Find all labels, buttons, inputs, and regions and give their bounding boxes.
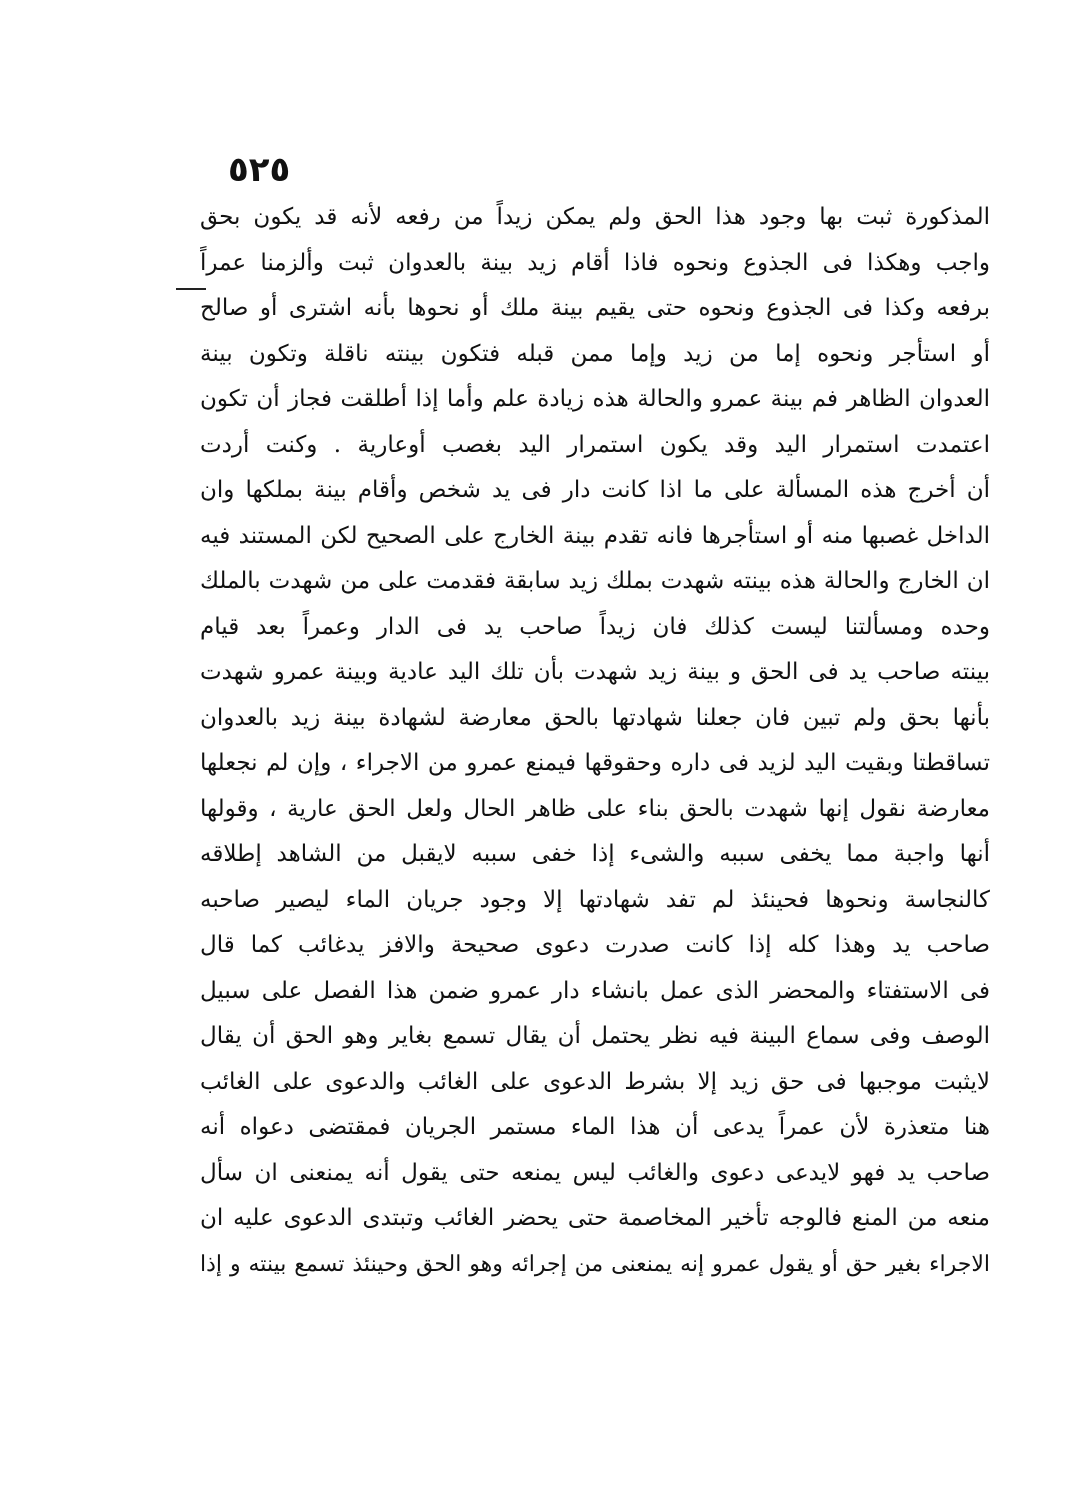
text-line: اعتمدت استمرار اليد وقد يكون استمرار اليد بغصب أوعارية . وكنت أردت [200, 431, 990, 458]
text-line: منعه من المنع فالوجه تأخير المخاصمة حتى يحضر الغائب وتبتدى الدعوى عليه ان [200, 1205, 990, 1231]
text-line: وحده ومسألتنا ليست كذلك فان زيداً صاحب يد فى الدار وعمراً بعد قيام [200, 613, 990, 640]
text-line: كالنجاسة ونحوها فحينئذ لم تفد شهادتها إلا وجود جريان الماء ليصير صاحبه [200, 886, 990, 913]
page-number: ٥٢٥ [228, 150, 291, 190]
text-line: لايثبت موجبها فى حق زيد إلا بشرط الدعوى على الغائب والدعوى على الغائب [200, 1068, 990, 1095]
text-line: الداخل غصبها منه أو استأجرها فانه تقدم بينة الخارج على الصحيح لكن المستند فيه [200, 522, 990, 549]
text-line: تساقطتا وبقيت اليد لزيد فى داره وحقوقها فيمنع عمرو من الاجراء ، وإن لم نجعلها [200, 750, 990, 776]
text-line: أنها واجبة مما يخفى سببه والشىء إذا خفى سببه لايقبل من الشاهد إطلاقه [200, 841, 990, 867]
text-line: الوصف وفى سماع البينة فيه نظر يحتمل أن يقال تسمع بغاير وهو الحق أن يقال [200, 1023, 990, 1049]
text-line: أو استأجر ونحوه إما من زيد وإما ممن قبله فتكون بينته ناقلة وتكون بينة [200, 340, 990, 367]
text-line: المذكورة ثبت بها وجود هذا الحق ولم يمكن زيداً من رفعه لأنه قد يكون بحق [200, 204, 990, 230]
text-line: بأنها بحق ولم تبين فان جعلنا شهادتها بالحق معارضة لشهادة بينة زيد بالعدوان [200, 704, 990, 731]
text-line: بينته صاحب يد فى الحق و بينة زيد شهدت بأن تلك اليد عادية وبينة عمرو شهدت [200, 659, 990, 685]
text-line: فى الاستفتاء والمحضر الذى عمل بانشاء دار عمرو ضمن هذا الفصل على سبيل [200, 977, 990, 1004]
text-line: معارضة نقول إنها شهدت بالحق بناء على ظاهر الحال ولعل الحق عارية ، وقولها [200, 795, 990, 822]
text-line: ان الخارج والحالة هذه بينته شهدت بملك زيد سابقة فقدمت على من شهدت بالملك [200, 568, 990, 594]
text-line: هنا متعذرة لأن عمراً يدعى أن هذا الماء مستمر الجريان فمقتضى دعواه أنه [200, 1114, 990, 1140]
text-line: صاحب يد وهذا كله إذا كانت صدرت دعوى صحيحة والافز يدغائب كما قال [200, 932, 990, 958]
text-line: صاحب يد فهو لايدعى دعوى والغائب ليس يمنعه حتى يقول أنه يمنعنى ان سأل [200, 1159, 990, 1186]
text-line: العدوان الظاهر فم بينة عمرو والحالة هذه زيادة علم وأما إذا أطلقت فجاز أن تكون [200, 386, 990, 412]
text-line: أن أخرج هذه المسألة على ما اذا كانت دار فى يد شخص وأقام بينة بملكها وان [200, 477, 990, 503]
text-line: برفعه وكذا فى الجذوع ونحوه حتى يقيم بينة ملك أو نحوها بأنه اشترى أو صالح [200, 295, 990, 321]
body-text [200, 195, 990, 1287]
text-line: واجب وهكذا فى الجذوع ونحوه فاذا أقام زيد بينة بالعدوان ثبت وألزمنا عمراً [200, 249, 990, 276]
text-line: الاجراء بغير حق أو يقول عمرو إنه يمنعنى من إجرائه وهو الحق وحينئذ تسمع بينته و إذا [200, 1251, 990, 1277]
